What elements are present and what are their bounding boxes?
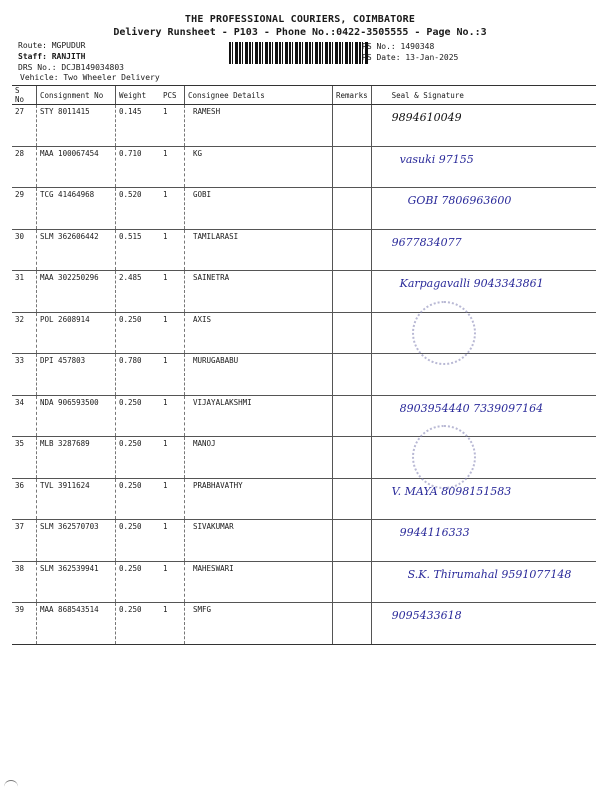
handwritten-signature: Karpagavalli 9043343861 [399,277,544,290]
consignee-cell: KG [185,146,333,188]
rs-date-info [362,53,458,62]
signature-cell [371,146,596,188]
consignee-cell: AXIS [185,312,333,354]
drs-value: DCJB149034803 [61,63,124,72]
pcs-cell: 1 [160,105,185,147]
signature-cell [371,603,596,645]
route-value: MGPUDUR [51,41,86,50]
consignee-cell: VIJAYALAKSHMI [185,395,333,437]
handwritten-signature: 8903954440 7339097164 [399,401,544,415]
weight-cell: 0.710 [116,146,161,188]
table-row [12,437,596,479]
table-row [12,603,596,645]
weight-cell: 0.780 [116,354,161,396]
consignment-cell: SLM 362570703 [37,520,116,562]
signature-cell [371,229,596,271]
weight-cell: 2.485 [116,271,161,313]
col-signature: Seal & Signature [371,86,596,105]
consignment-cell: STY 8011415 [37,105,116,147]
consignment-cell: TCG 41464968 [37,188,116,230]
signature-cell [371,561,596,603]
table-row [12,105,596,147]
handwritten-signature: V. MAYA 8098151583 [391,484,512,498]
vehicle-label: Vehicle: [20,73,59,82]
rs-date-label: RS Date: [362,53,401,62]
sno-cell: 35 [12,437,37,479]
pcs-cell: 1 [160,561,185,603]
consignment-cell: SLM 362606442 [37,229,116,271]
signature-cell [371,395,596,437]
sno-cell: 27 [12,105,37,147]
staff-value: RANJITH [51,52,86,61]
consignee-cell: PRABHAVATHY [185,478,333,520]
remarks-cell [333,478,372,520]
handwritten-signature: 9677834077 [391,235,462,249]
sno-cell: 39 [12,603,37,645]
consignment-cell: MLB 3287689 [37,437,116,479]
consignment-cell: MAA 868543514 [37,603,116,645]
pcs-cell: 1 [160,354,185,396]
drs-label: DRS No.: [18,63,57,72]
consignee-cell: SMFG [185,603,333,645]
runsheet-subtitle: Delivery Runsheet - P103 - Phone No.:0422-3505555 - Page No.:3 [113,27,487,38]
vehicle-info [20,73,160,82]
pcs-cell: 1 [160,312,185,354]
consignment-cell: SLM 362539941 [37,561,116,603]
handwritten-signature: 9095433618 [391,609,462,622]
runsheet-table [12,85,596,645]
weight-cell: 0.250 [116,312,161,354]
remarks-cell [333,603,372,645]
handwritten-signature: 9944116333 [399,526,470,539]
consignee-cell: MANOJ [185,437,333,479]
sno-cell: 33 [12,354,37,396]
consignment-cell: MAA 302250296 [37,271,116,313]
rs-no-value: 1490348 [400,42,435,51]
sno-cell: 32 [12,312,37,354]
corner-mark [4,780,18,791]
rs-date-value: 13-Jan-2025 [405,53,459,62]
sno-cell: 28 [12,146,37,188]
staff-info [18,52,85,61]
table-row [12,312,596,354]
table-header-row [12,86,596,105]
pcs-cell: 1 [160,603,185,645]
rs-no-info [362,42,434,51]
staff-label: Staff: [18,52,47,61]
pcs-cell: 1 [160,478,185,520]
consignee-cell: TAMILARASI [185,229,333,271]
col-pcs: PCS [160,86,185,105]
consignee-cell: GOBI [185,188,333,230]
sno-cell: 30 [12,229,37,271]
table-row [12,478,596,520]
remarks-cell [333,561,372,603]
table-row [12,271,596,313]
handwritten-signature: GOBI 7806963600 [407,194,512,207]
remarks-cell [333,395,372,437]
weight-cell: 0.250 [116,395,161,437]
table-row [12,229,596,271]
sno-cell: 37 [12,520,37,562]
handwritten-signature: vasuki 97155 [399,152,474,166]
remarks-cell [333,229,372,271]
table-row [12,146,596,188]
remarks-cell [333,271,372,313]
pcs-cell: 1 [160,146,185,188]
remarks-cell [333,146,372,188]
remarks-cell [333,437,372,479]
table-row [12,354,596,396]
consignee-cell: RAMESH [185,105,333,147]
signature-cell [371,437,596,479]
consignee-cell: MURUGABABU [185,354,333,396]
consignee-cell: MAHESWARI [185,561,333,603]
col-remarks: Remarks [333,86,372,105]
signature-cell [371,312,596,354]
route-info [18,41,85,50]
remarks-cell [333,520,372,562]
signature-cell [371,105,596,147]
consignee-cell: SIVAKUMAR [185,520,333,562]
remarks-cell [333,354,372,396]
signature-cell [371,520,596,562]
route-label: Route: [18,41,47,50]
weight-cell: 0.250 [116,520,161,562]
signature-cell [371,354,596,396]
drs-info [18,63,124,72]
table-row [12,561,596,603]
consignee-cell: SAINETRA [185,271,333,313]
pcs-cell: 1 [160,229,185,271]
pcs-cell: 1 [160,271,185,313]
weight-cell: 0.250 [116,561,161,603]
remarks-cell [333,312,372,354]
weight-cell: 0.520 [116,188,161,230]
handwritten-signature: 9894610049 [391,111,462,124]
consignment-cell: POL 2608914 [37,312,116,354]
pcs-cell: 1 [160,188,185,230]
weight-cell: 0.515 [116,229,161,271]
pcs-cell: 1 [160,437,185,479]
vehicle-value: Two Wheeler Delivery [63,73,160,82]
weight-cell: 0.145 [116,105,161,147]
sno-cell: 34 [12,395,37,437]
col-weight: Weight [116,86,161,105]
barcode [229,42,369,64]
pcs-cell: 1 [160,395,185,437]
sno-cell: 36 [12,478,37,520]
handwritten-signature: S.K. Thirumahal 9591077148 [407,567,572,581]
pcs-cell: 1 [160,520,185,562]
signature-cell [371,478,596,520]
col-sno: S No [12,86,37,105]
consignment-cell: NDA 906593500 [37,395,116,437]
sno-cell: 38 [12,561,37,603]
table-row [12,520,596,562]
consignment-cell: DPI 457803 [37,354,116,396]
consignment-cell: TVL 3911624 [37,478,116,520]
sno-cell: 31 [12,271,37,313]
company-title: THE PROFESSIONAL COURIERS, COIMBATORE [184,14,416,25]
col-consignment: Consignment No [37,86,116,105]
remarks-cell [333,188,372,230]
table-row [12,395,596,437]
col-consignee: Consignee Details [185,86,333,105]
sno-cell: 29 [12,188,37,230]
weight-cell: 0.250 [116,478,161,520]
signature-cell [371,188,596,230]
consignment-cell: MAA 100067454 [37,146,116,188]
weight-cell: 0.250 [116,437,161,479]
signature-cell [371,271,596,313]
remarks-cell [333,105,372,147]
table-row [12,188,596,230]
rs-no-label: RS No.: [362,42,396,51]
weight-cell: 0.250 [116,603,161,645]
